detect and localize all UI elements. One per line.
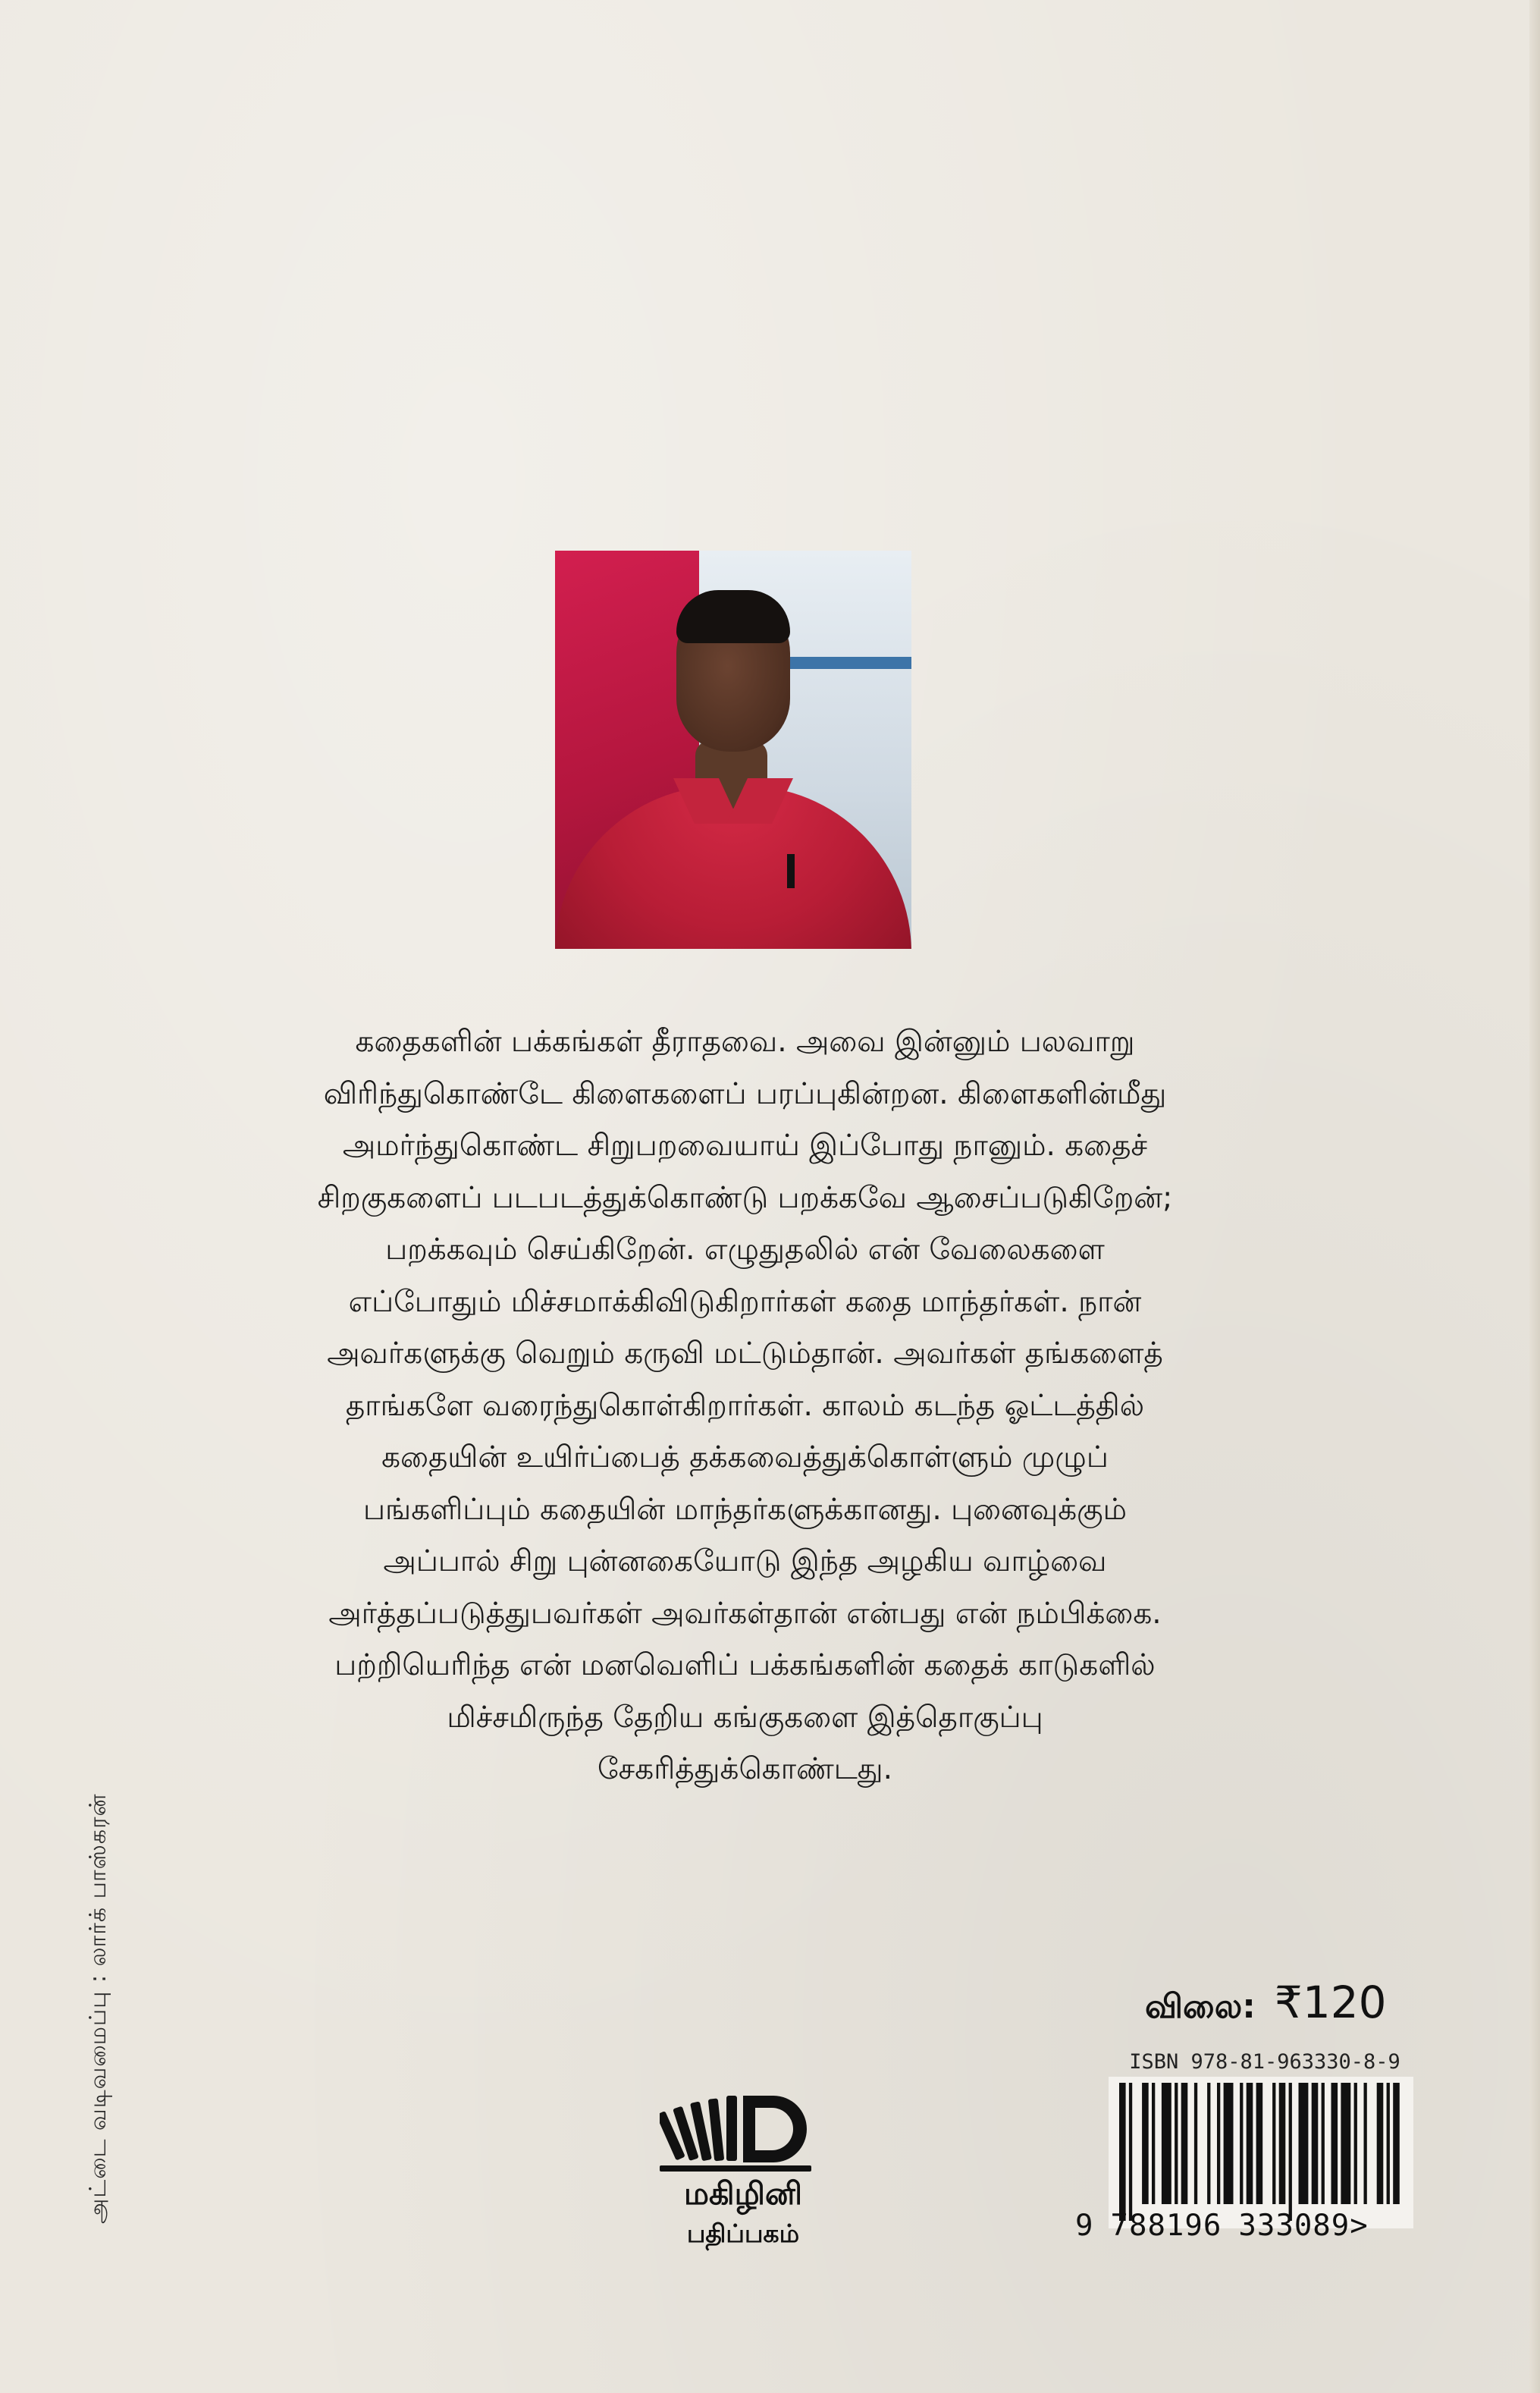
blurb-line: சேகரித்துக்கொண்டது. (597, 1752, 893, 1786)
blurb-line: கதைகளின் பக்கங்கள் தீராதவை. அவை இன்னும் பலவாறு (355, 1025, 1135, 1059)
author-photo (555, 551, 911, 949)
photo-hair (676, 590, 790, 643)
publisher-name: மகிழினி (684, 2175, 802, 2212)
blurb-line: பங்களிப்பும் கதையின் மாந்தர்களுக்கானது. புனைவுக்கும் (363, 1492, 1127, 1527)
barcode-bar (1175, 2083, 1178, 2204)
blurb-line: சிறகுகளைப் படபடத்துக்கொண்டு பறக்கவே ஆசைப்படுகிறேன்; (317, 1180, 1173, 1215)
barcode-bar (1364, 2083, 1367, 2204)
barcode-bar (1272, 2083, 1275, 2204)
barcode-bar (1207, 2083, 1210, 2204)
price-label: விலை: (1145, 1987, 1256, 2026)
barcode-digits (1075, 2209, 1369, 2243)
barcode-bar (1393, 2083, 1400, 2204)
photo-pen (787, 854, 795, 888)
blurb-line: அப்பால் சிறு புன்னகையோடு இந்த அழகிய வாழ்வை (383, 1544, 1107, 1578)
blurb-line: எப்போதும் மிச்சமாக்கிவிடுகிறார்கள் கதை மாந்தர்கள். நான் (348, 1284, 1142, 1319)
photo-window-frame (783, 657, 911, 669)
barcode-end-mark: > (1350, 2209, 1369, 2243)
barcode-bar (1322, 2083, 1325, 2204)
barcode-bar (1256, 2083, 1263, 2204)
barcode-digits-right: 333089 (1238, 2209, 1350, 2243)
barcode-bar (1152, 2083, 1155, 2204)
barcode-bar (1341, 2083, 1350, 2204)
barcode-bar (1331, 2083, 1338, 2204)
barcode-bar (1354, 2083, 1357, 2204)
barcode-bar (1129, 2083, 1132, 2221)
barcode-bar (1279, 2083, 1286, 2204)
barcode-bar (1194, 2083, 1197, 2204)
price-value: ₹120 (1274, 1977, 1387, 2028)
barcode-bar (1240, 2083, 1243, 2204)
cover-design-credit: அட்டை வடிவமைப்பு : லார்க் பாஸ்கரன் (85, 1793, 111, 2224)
barcode-bar (1181, 2083, 1188, 2204)
back-cover-blurb (190, 1016, 1300, 1796)
barcode-bar (1162, 2083, 1171, 2204)
publisher-subtitle: பதிப்பகம் (686, 2219, 800, 2248)
barcode-bar (1312, 2083, 1319, 2204)
isbn-barcode (1109, 2077, 1413, 2228)
blurb-line: பறக்கவும் செய்கிறேன். எழுதுதலில் என் வேலைகளை (385, 1233, 1105, 1267)
publisher-logo-icon (660, 2090, 819, 2181)
blurb-line: மிச்சமிருந்த தேறிய கங்குகளை இத்தொகுப்பு (447, 1700, 1043, 1735)
barcode-digits-left: 788196 (1110, 2209, 1222, 2243)
blurb-line: தாங்களே வரைந்துகொள்கிறார்கள். காலம் கடந்த ஓட்டத்தில் (345, 1388, 1145, 1423)
barcode-bar (1387, 2083, 1390, 2204)
blurb-line: அர்த்தப்படுத்துபவர்கள் அவர்கள்தான் என்பது என் நம்பிக்கை. (328, 1596, 1162, 1631)
blurb-line: கதையின் உயிர்ப்பைத் தக்கவைத்துக்கொள்ளும் முழுப் (381, 1440, 1109, 1474)
cover-edge (1529, 0, 1540, 2393)
barcode-bar (1217, 2083, 1220, 2204)
blurb-line: விரிந்துகொண்டே கிளைகளைப் பரப்புகின்றன. கிளைகளின்மீது (323, 1076, 1167, 1111)
barcode-bar (1142, 2083, 1149, 2204)
barcode-bar (1119, 2083, 1126, 2221)
barcode-digit-first: 9 (1075, 2209, 1094, 2243)
blurb-line: பற்றியெரிந்த என் மனவெளிப் பக்கங்களின் கதைக் காடுகளில் (334, 1648, 1156, 1682)
barcode-bar (1299, 2083, 1309, 2204)
barcode-bars (1109, 2077, 1413, 2228)
blurb-line: அவர்களுக்கு வெறும் கருவி மட்டும்தான். அவர்கள் தங்களைத் (327, 1336, 1163, 1371)
barcode-bar (1289, 2083, 1292, 2221)
barcode-bar (1224, 2083, 1234, 2204)
barcode-bar (1247, 2083, 1253, 2204)
barcode-bar (1377, 2083, 1384, 2204)
isbn-number: ISBN 978-81-963330-8-9 (1129, 2050, 1400, 2074)
price (1145, 1977, 1387, 2030)
blurb-line: அமர்ந்துகொண்ட சிறுபறவையாய் இப்போது நானும். கதைச் (342, 1129, 1148, 1163)
